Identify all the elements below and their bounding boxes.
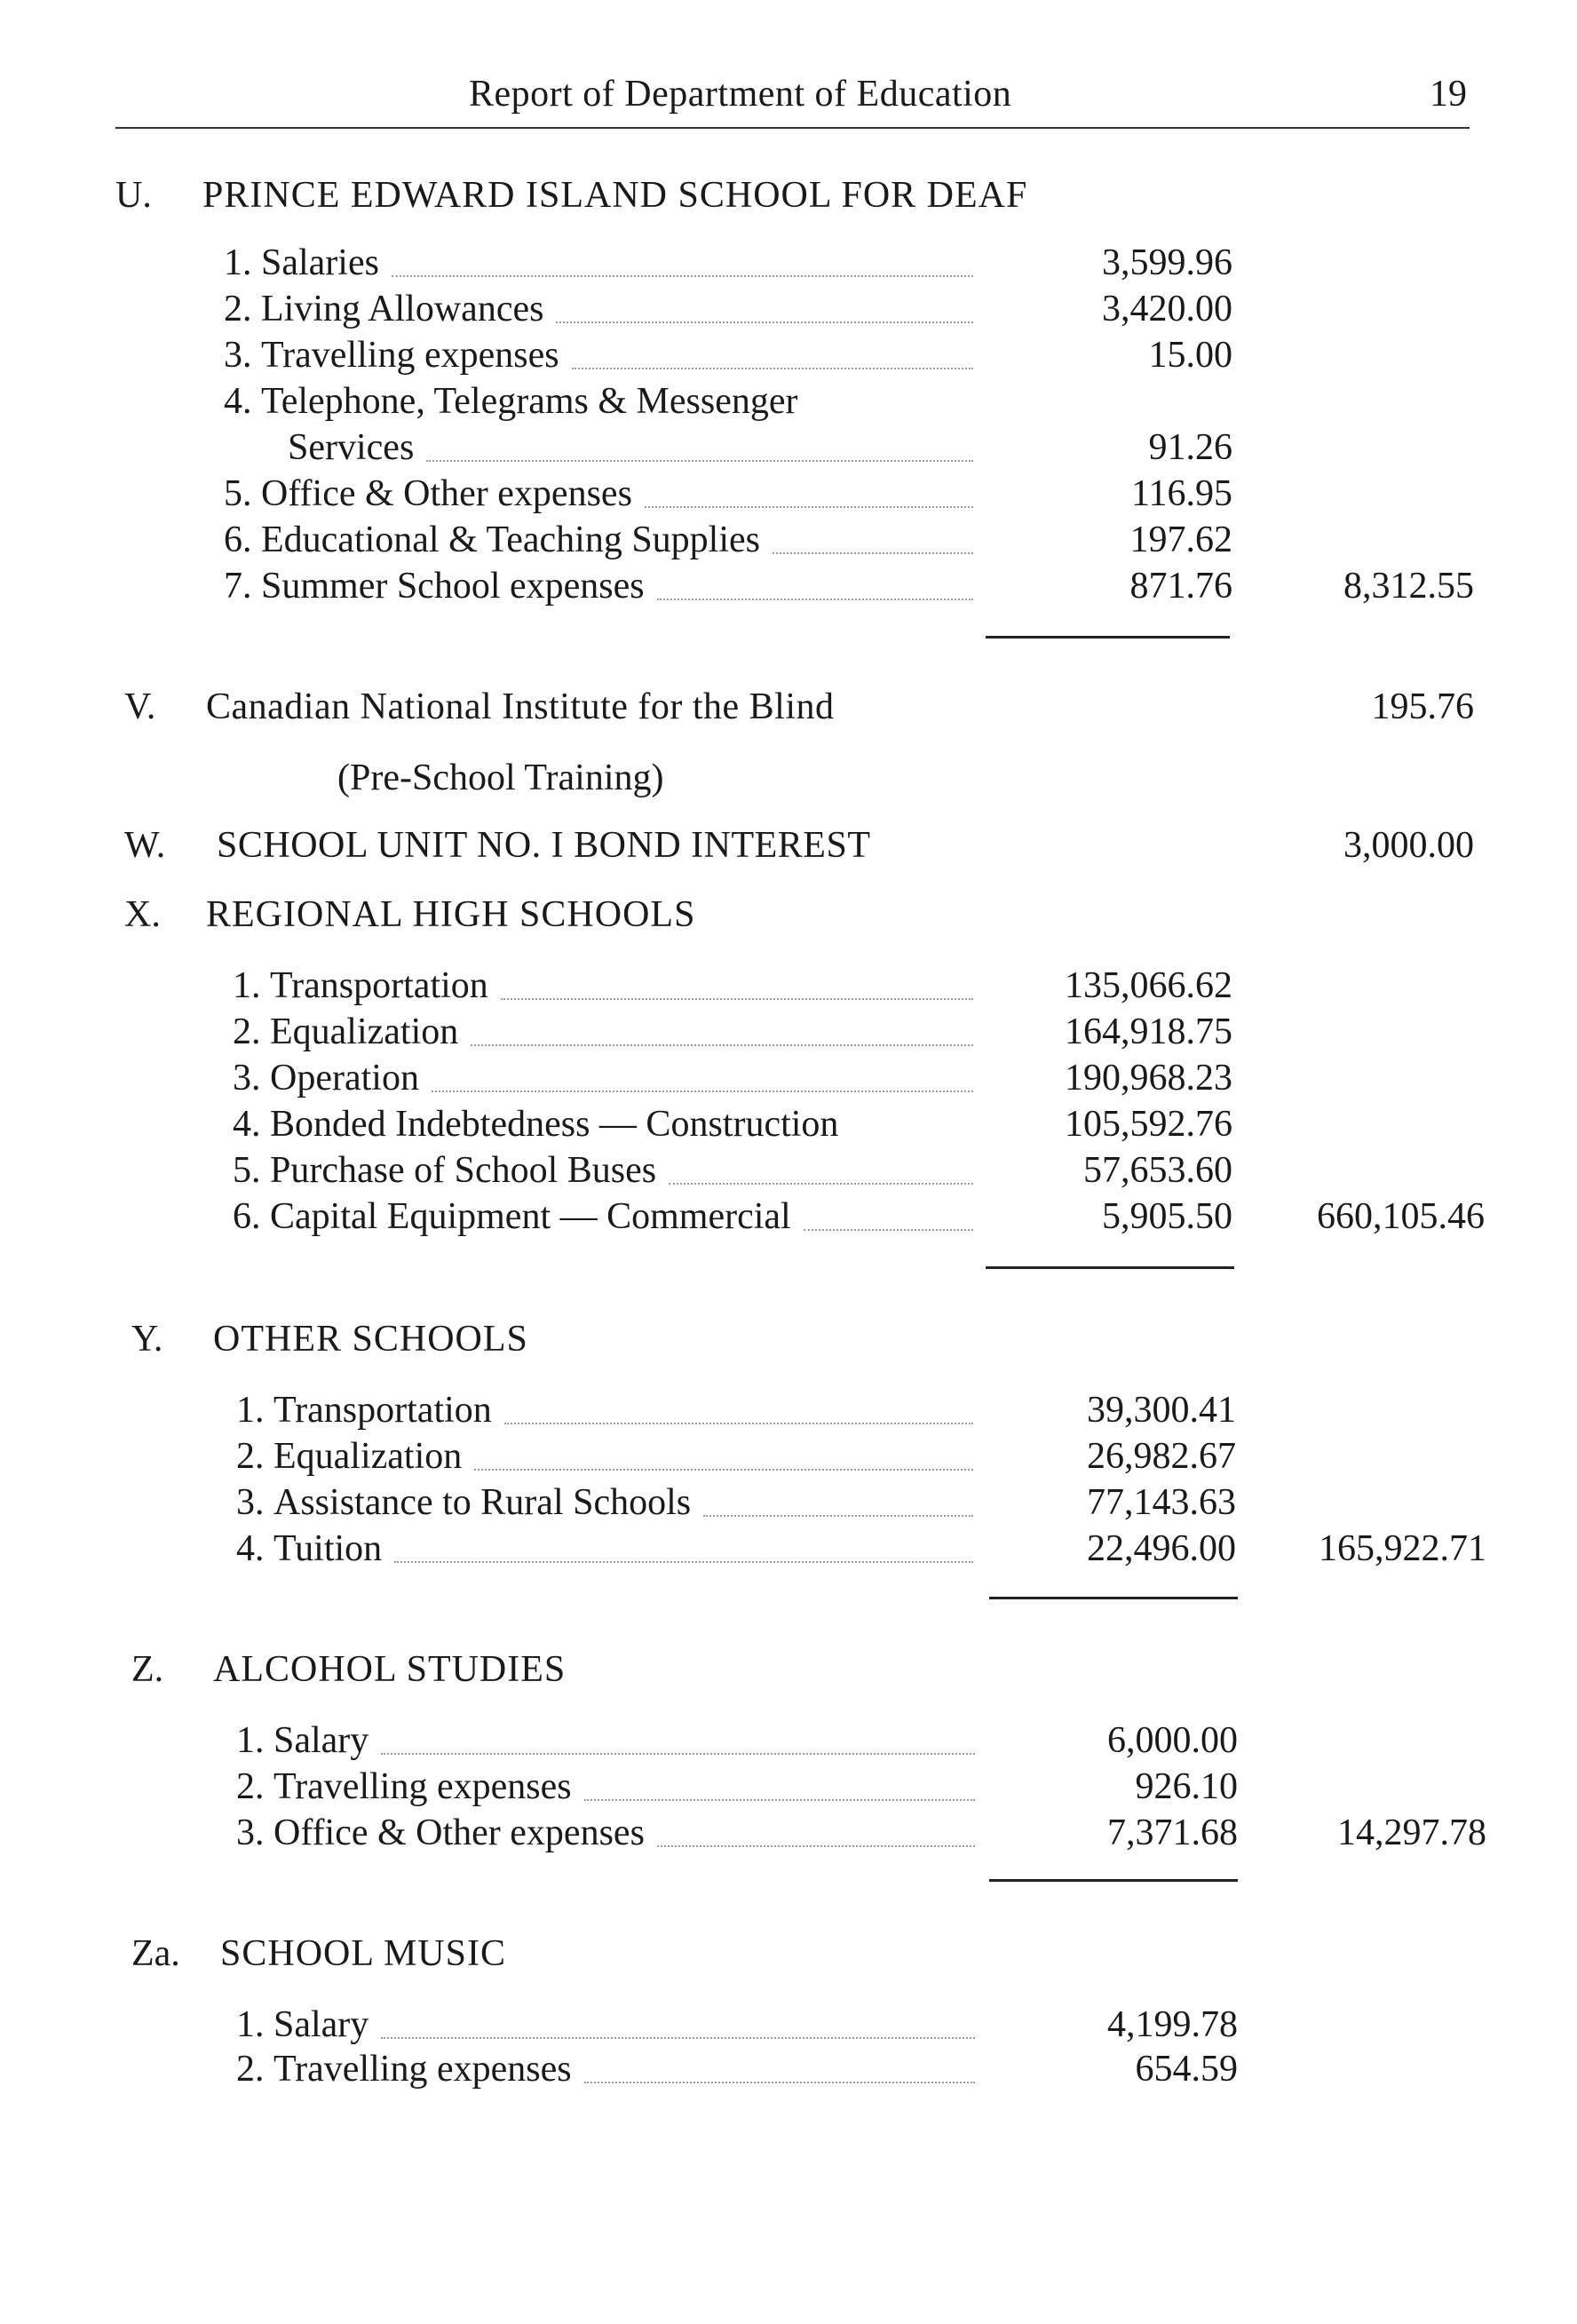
section-y-item-2-amount: 26,982.67 (1087, 1436, 1236, 1477)
section-u-item-7 (224, 565, 980, 611)
section-za-item-2 (236, 2048, 982, 2094)
section-w-title: SCHOOL UNIT NO. I BOND INTEREST (217, 825, 871, 866)
section-z-item-3-amount: 7,371.68 (1107, 1812, 1238, 1853)
dot-leader (584, 1776, 975, 1801)
subtotal-rule (986, 1266, 1234, 1269)
section-x-item-2 (233, 1011, 980, 1057)
item-label: Bonded Indebtedness — Construction (270, 1104, 839, 1145)
item-number: 3. (233, 1058, 261, 1099)
item-label: Educational & Teaching Supplies (261, 520, 760, 560)
item-label: Salary (273, 1720, 369, 1761)
section-za-item-2-amount: 654.59 (1135, 2049, 1238, 2090)
item-number: 6. (233, 1196, 261, 1237)
section-x-item-1-amount: 135,066.62 (1065, 965, 1232, 1006)
dot-leader (474, 1446, 973, 1471)
dot-leader (392, 252, 973, 277)
section-z-item-1 (236, 1719, 982, 1765)
section-u-item-5 (224, 472, 980, 519)
section-u-item-1 (224, 242, 980, 288)
section-x-total: 660,105.46 (1317, 1196, 1485, 1237)
section-y-item-2 (236, 1435, 980, 1481)
subtotal-rule (989, 1597, 1238, 1599)
section-x-item-4 (233, 1103, 980, 1149)
page-header-title: Report of Department of Education (469, 74, 1012, 115)
section-z-item-1-amount: 6,000.00 (1107, 1720, 1238, 1761)
section-z-total: 14,297.78 (1337, 1812, 1486, 1853)
item-label: Tuition (273, 1528, 383, 1569)
dot-leader (432, 1067, 973, 1092)
item-label: Transportation (273, 1390, 492, 1431)
item-label: Equalization (273, 1436, 463, 1477)
item-label: Transportation (270, 965, 488, 1006)
section-za-item-1 (236, 2003, 982, 2050)
dot-leader (773, 529, 973, 554)
item-number: 7. (224, 566, 252, 607)
dot-leader (504, 1400, 973, 1424)
section-u-item-6-amount: 197.62 (1129, 520, 1232, 560)
section-y-item-4-amount: 22,496.00 (1087, 1528, 1236, 1569)
subtotal-rule (986, 636, 1230, 639)
section-u-item-1-amount: 3,599.96 (1102, 242, 1232, 283)
dot-leader (381, 2014, 975, 2039)
dot-leader (381, 1730, 975, 1755)
item-number: 3. (236, 1812, 265, 1853)
item-number: 1. (236, 1390, 265, 1431)
dot-leader (657, 575, 973, 600)
section-z-letter: Z. (131, 1649, 164, 1690)
item-label: Travelling expenses (273, 1766, 572, 1807)
header-rule (115, 127, 1470, 129)
item-label: Office & Other expenses (273, 1812, 645, 1853)
item-number: 6. (224, 520, 252, 560)
section-za-title: SCHOOL MUSIC (220, 1933, 506, 1974)
item-label: Telephone, Telegrams & Messenger (261, 381, 798, 422)
section-x-letter: X. (124, 894, 161, 935)
section-v-title: Canadian National Institute for the Blind (206, 686, 835, 727)
item-label: Salary (273, 2004, 369, 2045)
dot-leader (572, 345, 973, 369)
section-z-title: ALCOHOL STUDIES (213, 1649, 567, 1690)
section-y-title: OTHER SCHOOLS (213, 1319, 528, 1360)
section-x-item-6 (233, 1195, 980, 1241)
section-z-item-2 (236, 1765, 982, 1812)
dot-leader (584, 2058, 975, 2083)
section-u-total: 8,312.55 (1343, 566, 1474, 607)
dot-leader (471, 1021, 973, 1046)
section-u-title: PRINCE EDWARD ISLAND SCHOOL FOR DEAF (202, 175, 1028, 216)
subtotal-rule (989, 1879, 1238, 1882)
dot-leader (394, 1538, 973, 1563)
item-number: 4. (224, 381, 252, 422)
dot-leader (645, 483, 973, 508)
item-number: 2. (236, 2049, 265, 2090)
item-number: 5. (224, 473, 252, 514)
section-u-item-2-amount: 3,420.00 (1102, 289, 1232, 329)
dot-leader (669, 1160, 973, 1185)
item-number: 2. (236, 1766, 265, 1807)
item-number: 4. (236, 1528, 265, 1569)
section-y-item-4 (236, 1527, 980, 1574)
section-u-letter: U. (115, 175, 152, 216)
section-v-subtitle: (Pre-School Training) (337, 757, 664, 798)
section-u-item-4-continued (288, 426, 980, 472)
section-x-item-2-amount: 164,918.75 (1065, 1011, 1232, 1052)
section-za-letter: Za. (131, 1933, 180, 1974)
item-label: Assistance to Rural Schools (273, 1482, 692, 1523)
item-number: 1. (224, 242, 252, 283)
section-y-total: 165,922.71 (1319, 1528, 1486, 1569)
item-number: 4. (233, 1104, 261, 1145)
item-label: Operation (270, 1058, 419, 1099)
section-x-item-3 (233, 1057, 980, 1103)
section-x-item-3-amount: 190,968.23 (1065, 1058, 1232, 1099)
section-x-item-5 (233, 1149, 980, 1195)
item-number: 2. (236, 1436, 265, 1477)
section-v-letter: V. (124, 686, 156, 727)
section-y-item-3-amount: 77,143.63 (1087, 1482, 1236, 1523)
section-z-item-2-amount: 926.10 (1135, 1766, 1238, 1807)
item-label: Office & Other expenses (261, 473, 632, 514)
item-label: Purchase of School Buses (270, 1150, 657, 1191)
section-z-item-3 (236, 1812, 982, 1858)
item-number: 3. (224, 335, 252, 376)
item-label-continued: Services (288, 427, 415, 468)
page-number: 19 (1430, 74, 1467, 115)
section-x-title: REGIONAL HIGH SCHOOLS (206, 894, 696, 935)
section-y-item-1 (236, 1389, 980, 1435)
item-number: 3. (236, 1482, 265, 1523)
item-label: Capital Equipment — Commercial (270, 1196, 791, 1237)
section-u-item-3-amount: 15.00 (1148, 335, 1232, 376)
section-za-item-1-amount: 4,199.78 (1107, 2004, 1238, 2045)
section-u-item-3 (224, 334, 980, 380)
item-label: Equalization (270, 1011, 459, 1052)
item-label: Summer School expenses (261, 566, 645, 607)
item-label: Travelling expenses (261, 335, 559, 376)
section-y-item-1-amount: 39,300.41 (1087, 1390, 1236, 1431)
section-u-item-7-amount: 871.76 (1129, 566, 1232, 607)
item-number: 2. (233, 1011, 261, 1052)
section-w-total: 3,000.00 (1343, 825, 1474, 866)
dot-leader (804, 1206, 973, 1231)
section-y-letter: Y. (131, 1319, 163, 1360)
section-x-item-5-amount: 57,653.60 (1083, 1150, 1232, 1191)
item-label: Travelling expenses (273, 2049, 572, 2090)
section-x-item-1 (233, 964, 980, 1011)
section-u-item-2 (224, 288, 980, 334)
item-number: 1. (233, 965, 261, 1006)
section-y-item-3 (236, 1481, 980, 1527)
section-w-letter: W. (124, 825, 166, 866)
section-v-total: 195.76 (1371, 686, 1474, 727)
section-u-item-5-amount: 116.95 (1131, 473, 1232, 514)
item-number: 2. (224, 289, 252, 329)
dot-leader (426, 437, 973, 462)
section-u-item-4-amount: 91.26 (1148, 427, 1232, 468)
dot-leader (556, 298, 973, 323)
dot-leader (501, 975, 973, 1000)
section-u-item-6 (224, 519, 980, 565)
section-u-item-4 (224, 380, 980, 426)
item-number: 1. (236, 1720, 265, 1761)
dot-leader (657, 1822, 975, 1847)
item-label: Salaries (261, 242, 379, 283)
section-x-item-4-amount: 105,592.76 (1065, 1104, 1232, 1145)
item-label: Living Allowances (261, 289, 544, 329)
dot-leader (703, 1492, 973, 1517)
item-number: 5. (233, 1150, 261, 1191)
item-number: 1. (236, 2004, 265, 2045)
section-x-item-6-amount: 5,905.50 (1102, 1196, 1232, 1237)
